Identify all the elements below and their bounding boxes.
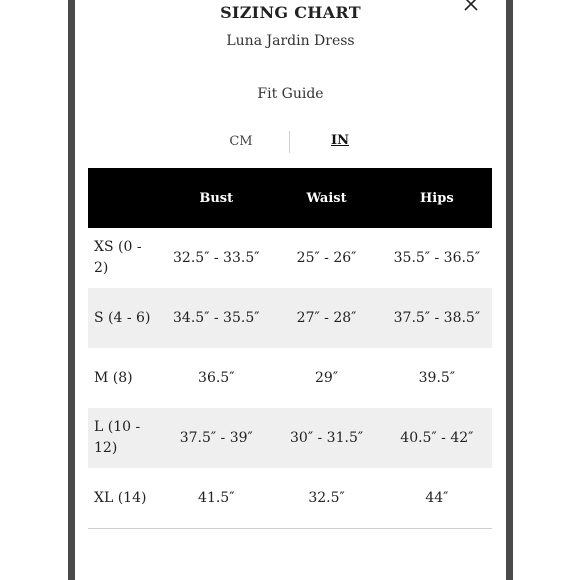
table-row [88,348,492,408]
waist-cell: 30″ - 31.5″ [271,408,381,468]
page-title: SIZING CHART [220,3,361,22]
table-row [88,228,492,288]
product-name: Luna Jardin Dress [226,33,355,49]
size-cell: M (8) [94,369,133,386]
column-header-hips: Hips [382,168,492,228]
bust-cell: 32.5″ - 33.5″ [173,250,260,266]
bust-cell: 36.5″ [198,370,235,386]
unit-toggle-in[interactable]: IN [331,133,349,148]
fit-guide-label: Fit Guide [257,86,324,102]
hips-cell: 44″ [382,468,492,529]
waist-cell: 25″ - 26″ [296,250,357,266]
unit-toggle-cm[interactable]: CM [229,134,253,149]
modal-frame-right [506,0,513,580]
waist-cell: 29″ [315,370,339,386]
hips-cell: 37.5″ - 38.5″ [382,288,492,348]
hips-cell: 35.5″ - 36.5″ [393,250,481,266]
waist-cell: 27″ - 28″ [271,288,381,348]
bust-cell: 37.5″ - 39″ [161,408,271,468]
table-header-row [88,168,492,228]
column-header-waist: Waist [271,168,381,228]
size-cell: L (10 - 12) [88,408,161,468]
sizing-table [88,168,492,529]
size-cell: XL (14) [88,468,161,529]
hips-cell: 39.5″ [418,370,456,386]
table-row [88,288,492,348]
column-header-bust: Bust [161,168,271,228]
bust-cell: 41.5″ [161,468,271,529]
bust-cell: 34.5″ - 35.5″ [161,288,271,348]
modal-frame-left [68,0,75,580]
size-cell: XS (0 - 2) [94,239,142,276]
column-header-size [88,168,161,228]
waist-cell: 32.5″ [271,468,381,529]
hips-cell: 40.5″ - 42″ [382,408,492,468]
table-row [88,408,492,468]
table-row [88,468,492,529]
size-cell: S (4 - 6) [88,288,161,348]
unit-toggle-divider [289,131,290,153]
